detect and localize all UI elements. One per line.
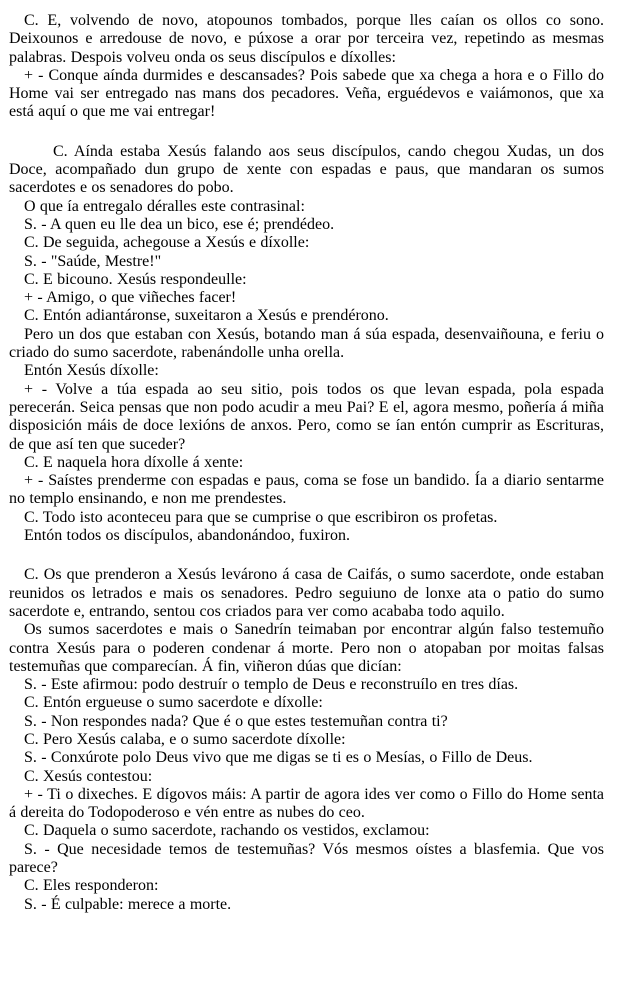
paragraph: C. E naquela hora díxolle á xente: [24, 453, 244, 471]
paragraph: C. Xesús contestou: [24, 767, 153, 785]
paragraph: O que ía entregalo déralles este contrasinal: [24, 197, 305, 215]
paragraph-section-start: C. Aínda estaba Xesús falando aos seus discípulos, cando chegou Xudas, un dos Doce, acompañado dun grupo de xente con espadas e paus, que mandaran os sumos sacerdotes e os senadores do pobo. [9, 142, 604, 197]
paragraph: S. - Que necesidade temos de testemuñas? Vós mesmos oístes a blasfemia. Que vos parece? [9, 840, 604, 877]
paragraph: S. - Conxúrote polo Deus vivo que me digas se ti es o Mesías, o Fillo de Deus. [24, 749, 533, 767]
paragraph: S. - Este afirmou: podo destruír o templo de Deus e reconstruílo en tres días. [24, 676, 519, 694]
paragraph: C. Eles responderon: [24, 877, 159, 895]
paragraph: C. E, volvendo de novo, atopounos tombados, porque lles caían os ollos co sono. Deixounos e arredouse de novo, e púxose a orar por terceira vez, repetindo as mesmas palabras. Despois volveu onda os seus discípulos e díxolles: [9, 12, 604, 66]
paragraph: C. Todo isto aconteceu para que se cumprise o que escribiron os profetas. [24, 508, 498, 526]
paragraph: + - Ti o dixeches. E dígovos máis: A partir de agora ides ver como o Fillo do Home senta á dereita do Todopoderoso e vén entre as nubes do ceo. [9, 785, 604, 822]
paragraph: S. - É culpable: merece a morte. [24, 895, 232, 913]
paragraph: S. - A quen eu lle dea un bico, ese é; prendédeo. [24, 215, 335, 233]
paragraph: + - Saístes prenderme con espadas e paus, coma se fose un bandido. Ía a diario sentarme no templo ensinando, e non me prendestes. [9, 472, 604, 508]
paragraph: C. Daquela o sumo sacerdote, rachando os vestidos, exclamou: [24, 822, 430, 840]
paragraph: S. - Non respondes nada? Que é o que estes testemuñan contra ti? [24, 712, 448, 730]
paragraph: C. De seguida, achegouse a Xesús e díxolle: [24, 234, 310, 252]
paragraph: C. E bicouno. Xesús respondeulle: [24, 270, 247, 288]
paragraph: C. Pero Xesús calaba, e o sumo sacerdote díxolle: [24, 730, 346, 748]
paragraph: + - Conque aínda durmides e descansades? Pois sabede que xa chega a hora e o Fillo do Home vai ser entregado nas mans dos pecadores. Veña, erguédevos e vaiámonos, que xa está aquí o que me vai entregar! [9, 66, 604, 121]
paragraph-section-start: C. Os que prenderon a Xesús levárono á casa de Caifás, o sumo sacerdote, onde estaban reunidos os letrados e mais os senadores. Pedro seguiuno de lonxe ata o patio do sumo sacerdote e, entrando, sentou cos criados para ver como acababa todo aquilo. [9, 566, 604, 620]
paragraph: C. Entón ergueuse o sumo sacerdote e díxolle: [24, 694, 323, 712]
paragraph: + - Volve a túa espada ao seu sitio, pois todos os que levan espada, pola espada perecerán. Seica pensas que non podo acudir a meu Pai? E el, agora mesmo, poñería á miña disposición máis de doce lexións de anxos. Pero, como se ían entón cumprir as Escrituras, de que así ten que suceder? [9, 380, 604, 453]
paragraph: Pero un dos que estaban con Xesús, botando man á súa espada, desenvaiñouna, e feriu o criado do sumo sacerdote, rabenándolle unha orella. [9, 325, 604, 362]
paragraph: Entón todos os discípulos, abandonándoo, fuxiron. [24, 527, 351, 545]
paragraph: + - Amigo, o que viñeches facer! [24, 289, 237, 307]
paragraph: Os sumos sacerdotes e mais o Sanedrín teimaban por encontrar algún falso testemuño contra Xesús para o poderen condenar á morte. Pero non o atopaban por moitas falsas testemuñas que comparecían. Á fin, viñeron dúas que dicían: [9, 621, 604, 675]
paragraph: C. Entón adiantáronse, suxeitaron a Xesús e prendérono. [24, 307, 389, 325]
paragraph: S. - "Saúde, Mestre!" [24, 252, 162, 270]
paragraph: Entón Xesús díxolle: [24, 362, 159, 380]
